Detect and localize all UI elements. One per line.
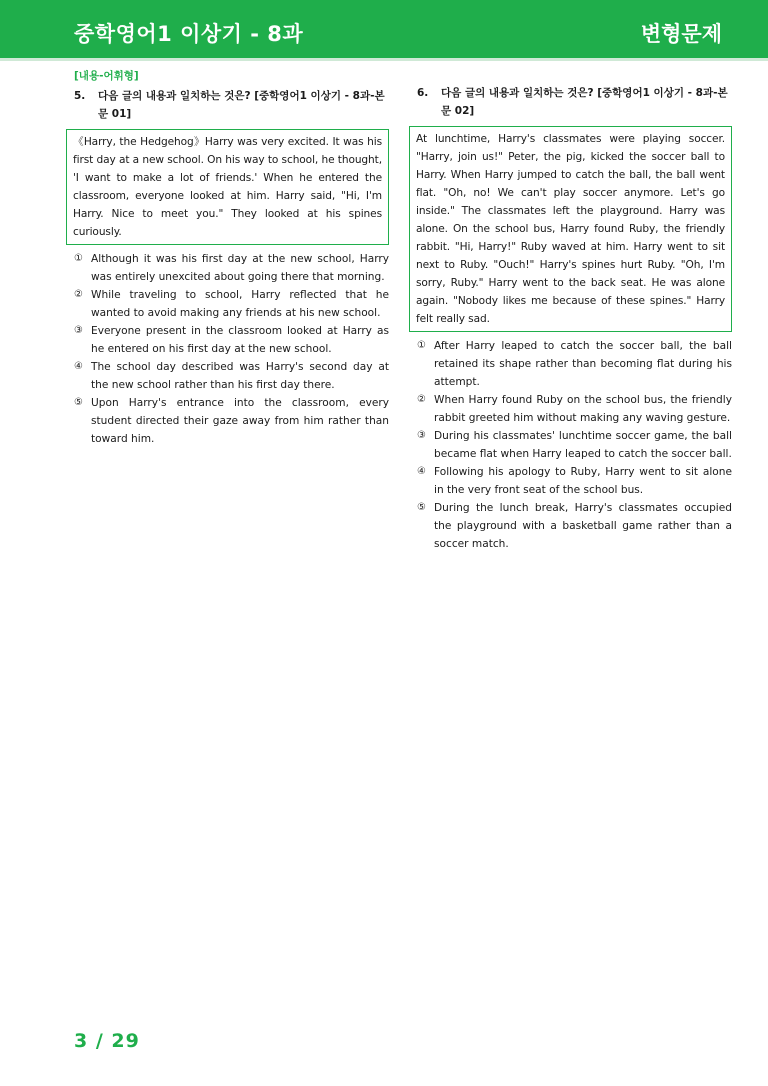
option-2 (74, 286, 389, 322)
question-type-tag: [내용-어휘형] (74, 70, 139, 82)
option-mark: ⑤ (417, 502, 426, 513)
option-3 (417, 427, 732, 463)
option-text: The school day described was Harry's second day at the new school rather than his first day there. (91, 361, 389, 391)
option-1 (74, 250, 389, 286)
option-mark: ① (74, 253, 83, 264)
option-text: Although it was his first day at the new school, Harry was entirely unexcited about going there that morning. (91, 253, 389, 283)
option-text: While traveling to school, Harry reflected that he wanted to avoid making any friends at his new school. (91, 289, 389, 319)
question-6-column (409, 66, 732, 553)
question-6-options (409, 337, 732, 553)
option-mark: ④ (417, 466, 426, 477)
option-text: After Harry leaped to catch the soccer ball, the ball retained its shape rather than becoming flat during his attempt. (434, 340, 732, 388)
option-4 (417, 463, 732, 499)
header-divider (0, 58, 768, 61)
question-text: 다음 글의 내용과 일치하는 것은? [중학영어1 이상기 - 8과-본문 02] (441, 87, 728, 117)
question-text: 다음 글의 내용과 일치하는 것은? [중학영어1 이상기 - 8과-본문 01] (98, 90, 385, 120)
option-text: During his classmates' lunchtime soccer game, the ball became flat when Harry leaped to catch the soccer ball. (434, 430, 732, 460)
option-text: Upon Harry's entrance into the classroom, every student directed their gaze away from him rather than toward him. (91, 397, 389, 445)
question-5-passage: 《Harry, the Hedgehog》Harry was very excited. It was his first day at a new school. On his way to school, he thought, 'I want to make a lot of friends.' When he entered the classroom, everyone looked at him. Harry said, "Hi, I'm Harry. Nice to meet you." They looked at his spines curiously. (66, 129, 389, 245)
header-bar (0, 0, 768, 58)
option-2 (417, 391, 732, 427)
option-text: When Harry found Ruby on the school bus, the friendly rabbit greeted him without making any waving gesture. (434, 394, 732, 424)
section-label: 변형문제 (640, 22, 722, 46)
option-1 (417, 337, 732, 391)
question-5-options (66, 250, 389, 448)
question-5-column (66, 66, 389, 448)
question-6-passage: At lunchtime, Harry's classmates were playing soccer. "Harry, join us!" Peter, the pig, kicked the soccer ball to Harry. When Harry jumped to catch the ball, the ball went flat. "Oh, no! We can't play soccer anymore. Let's go inside." The classmates left the playground. Harry was alone. On the school bus, Harry found Ruby, the friendly rabbit. "Hi, Harry!" Ruby waved at him. Harry went to sit next to Ruby. "Ouch!" Harry's spines hurt Ruby. "Oh, I'm sorry, Ruby." Harry went to the back seat. He was alone again. "Nobody likes me because of these spines." Harry felt really sad. (409, 126, 732, 332)
question-number: 6. (417, 87, 429, 99)
page-title: 중학영어1 이상기 - 8과 (74, 22, 304, 46)
option-text: Everyone present in the classroom looked at Harry as he entered on his first day at the new school. (91, 325, 389, 355)
option-text: During the lunch break, Harry's classmates occupied the playground with a basketball game rather than a soccer match. (434, 502, 732, 550)
option-mark: ⑤ (74, 397, 83, 408)
option-3 (74, 322, 389, 358)
option-mark: ② (74, 289, 83, 300)
option-mark: ④ (74, 361, 83, 372)
option-mark: ③ (74, 325, 83, 336)
option-5 (417, 499, 732, 553)
option-text: Following his apology to Ruby, Harry went to sit alone in the very front seat of the school bus. (434, 466, 732, 496)
question-5-stem (66, 87, 389, 123)
page-number: 3 / 29 (74, 1030, 140, 1052)
option-4 (74, 358, 389, 394)
option-mark: ① (417, 340, 426, 351)
question-6-stem (409, 84, 732, 120)
option-mark: ② (417, 394, 426, 405)
question-number: 5. (74, 90, 86, 102)
option-mark: ③ (417, 430, 426, 441)
option-5 (74, 394, 389, 448)
